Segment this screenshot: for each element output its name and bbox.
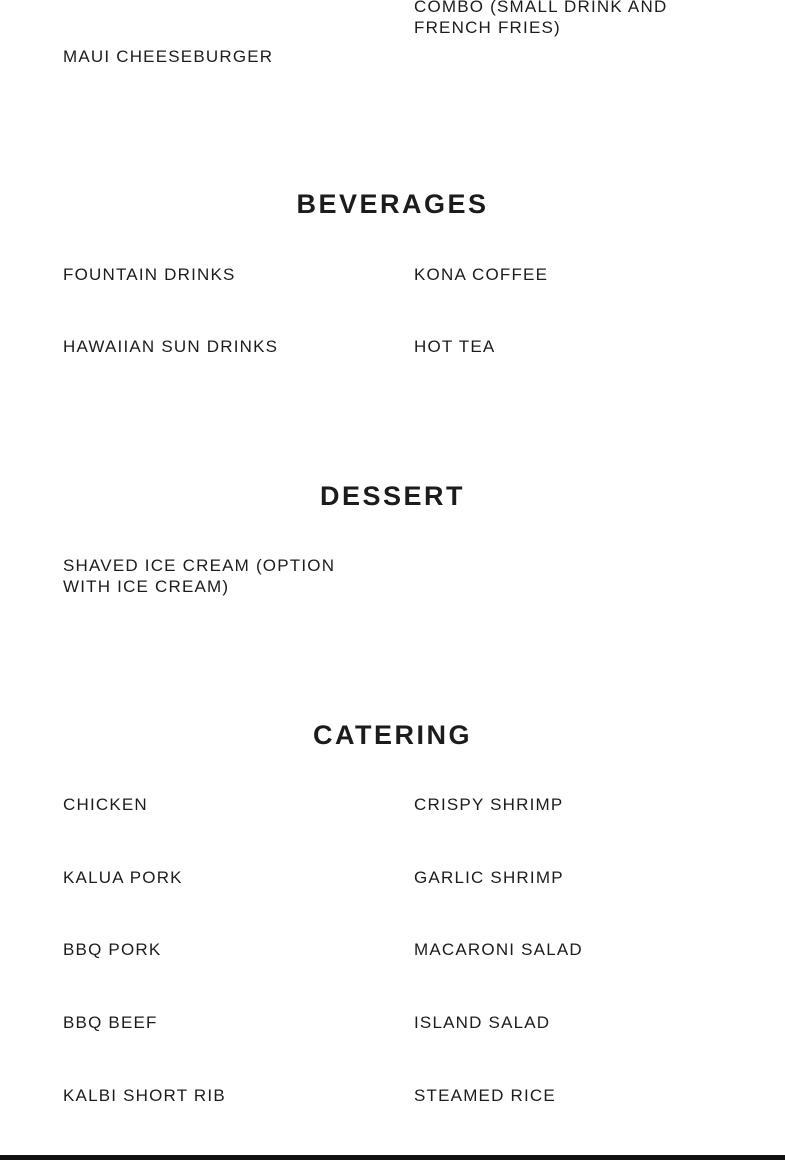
menu-item-kalua-pork[interactable]: KALUA PORK [63,868,183,887]
menu-item-crispy-shrimp[interactable]: CRISPY SHRIMP [414,795,564,814]
section-title-beverages: BEVERAGES [296,189,489,219]
menu-item-garlic-shrimp[interactable]: GARLIC SHRIMP [414,868,564,887]
menu-item-maui-cheeseburger[interactable]: MAUI CHEESEBURGER [63,47,274,66]
menu-item-island-salad[interactable]: ISLAND SALAD [414,1013,551,1032]
menu-item-kalbi-short-rib[interactable]: KALBI SHORT RIB [63,1086,226,1105]
section-title-dessert: DESSERT [319,481,466,511]
menu-item-kona-coffee[interactable]: KONA COFFEE [414,265,549,284]
menu-item-fountain-drinks[interactable]: FOUNTAIN DRINKS [63,265,236,284]
menu-item-steamed-rice[interactable]: STEAMED RICE [414,1086,556,1105]
menu-item-bbq-beef[interactable]: BBQ BEEF [63,1013,158,1032]
menu-item-chicken[interactable]: CHICKEN [63,795,148,814]
menu-item-bbq-pork[interactable]: BBQ PORK [63,940,162,959]
menu-item-shaved-ice-cream[interactable]: SHAVED ICE CREAM (OPTION WITH ICE CREAM) [63,556,336,596]
menu-item-combo[interactable]: COMBO (SMALL DRINK AND FRENCH FRIES) [414,0,668,37]
footer-bar [0,1155,785,1160]
menu-item-hawaiian-sun-drinks[interactable]: HAWAIIAN SUN DRINKS [63,337,279,356]
menu-item-hot-tea[interactable]: HOT TEA [414,337,496,356]
menu-item-macaroni-salad[interactable]: MACARONI SALAD [414,940,583,959]
section-title-catering: CATERING [313,720,472,750]
